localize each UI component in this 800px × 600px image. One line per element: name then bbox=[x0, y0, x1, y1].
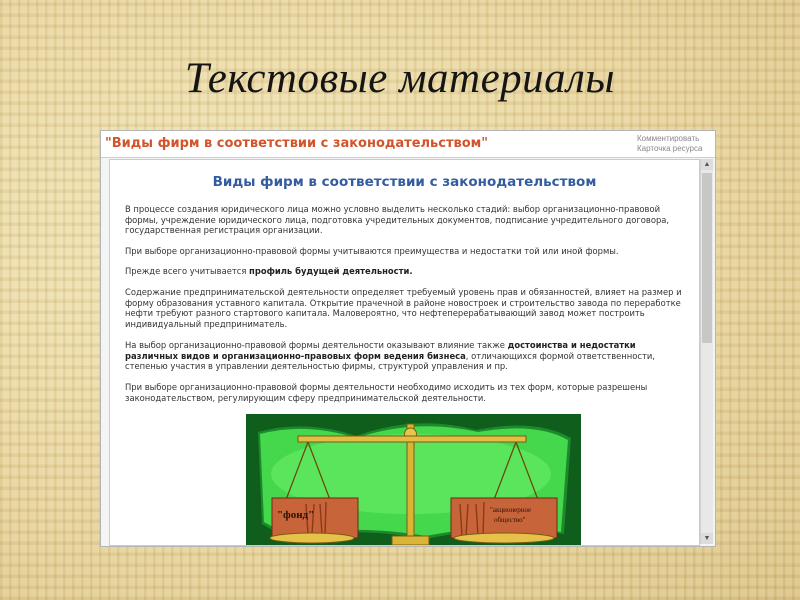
side-links bbox=[637, 134, 711, 154]
paragraph-6: При выборе организационно-правовой формы деятельности необходимо исходить из тех форм, которые разрешены законодательством, регулирующим сферу предпринимательской деятельности. bbox=[125, 382, 648, 403]
paragraph-2: При выборе организационно-правовой формы учитываются преимущества и недостатки той или иной формы. bbox=[125, 246, 619, 256]
paragraph-4: Содержание предпринимательской деятельности определяет требуемый уровень прав и обязанностей, влияет на размер и форму образования уставного капитала. Открытие прачечной в районе новостроек и строительство завода по переработке нефти требуют разного стартового капитала. Маловероятно, что нефтеперерабатывающий завод может построить индивидуальный предприниматель. bbox=[125, 287, 682, 329]
right-pan-label: "акционерное общество" bbox=[490, 506, 532, 524]
document-header-title: "Виды фирм в соответствии с законодательством" bbox=[105, 136, 489, 151]
paragraph-3-text: Прежде всего учитывается bbox=[125, 266, 250, 276]
left-pan-label: "фонд" bbox=[277, 509, 315, 521]
paragraph-3-bold: профиль будущей деятельности. bbox=[249, 266, 413, 276]
comment-link[interactable]: Комментировать bbox=[637, 134, 700, 143]
scroll-up-arrow-icon[interactable]: ▲ bbox=[701, 159, 713, 170]
slide-title: Текстовые материалы bbox=[184, 55, 616, 102]
document-content bbox=[109, 159, 700, 546]
paragraph-5-tail: , отличающихся формой ответственности, степенью участия в управлении деятельностью фирмы, структурой управления и пр. bbox=[125, 350, 655, 372]
paragraph-3 bbox=[125, 266, 685, 277]
scrollbar-thumb[interactable] bbox=[702, 173, 712, 343]
scroll-down-arrow-icon[interactable]: ▼ bbox=[701, 533, 713, 544]
document-title: Виды фирм в соответствии с законодательством bbox=[212, 174, 597, 190]
paragraph-5-bold: достоинства и недостатки различных видов и организационно-правовых форм ведения бизнеса bbox=[125, 340, 636, 361]
scales-illustration bbox=[246, 414, 581, 545]
paragraph-5-text: На выбор организационно-правовой формы деятельности оказывают влияние также bbox=[125, 340, 508, 350]
paragraph-5 bbox=[125, 340, 685, 372]
document-window bbox=[100, 130, 716, 547]
paragraph-1: В процессе создания юридического лица можно условно выделить несколько стадий: выбор организационно-правовой формы, учреждение юридического лица, подготовка учредительных документов, подписание учредительного договора, государственная регистрация организации. bbox=[125, 204, 670, 236]
window-header-bar bbox=[101, 131, 715, 158]
vertical-scrollbar[interactable] bbox=[700, 159, 713, 544]
resource-card-link[interactable]: Карточка ресурса bbox=[637, 144, 703, 153]
